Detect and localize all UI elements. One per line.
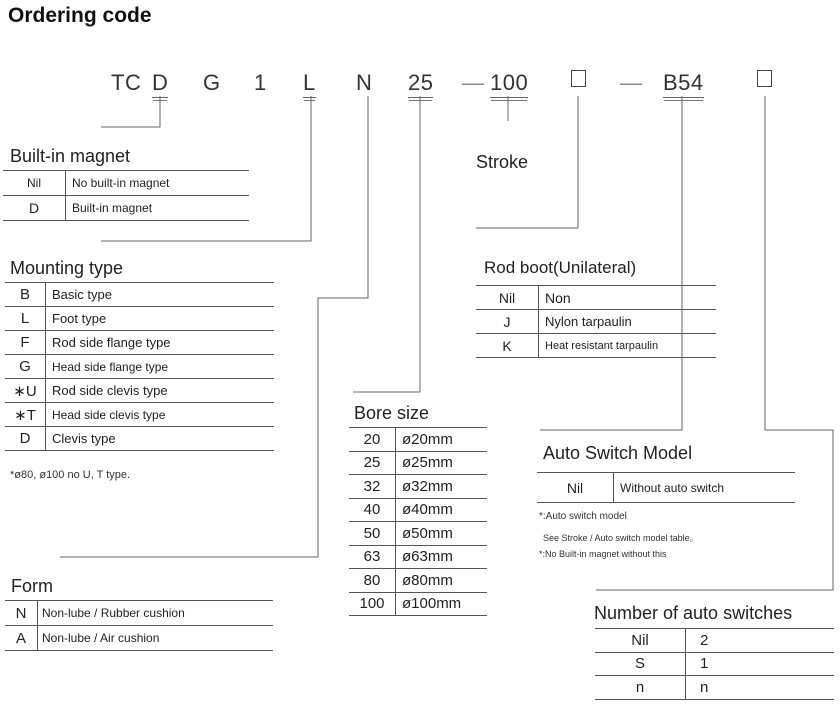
mounting-table (5, 282, 274, 451)
mounting-note: *ø80, ø100 no U, T type. (10, 469, 131, 481)
leader-rodboot (476, 96, 578, 228)
rodboot-desc: Heat resistant tarpaulin (539, 334, 717, 358)
rodboot-table (476, 285, 716, 358)
switch-note-2: See Stroke / Auto switch model table。 (543, 533, 699, 543)
bore-key: 40 (349, 498, 396, 522)
mounting-key: B (5, 283, 46, 307)
table-row (476, 286, 716, 310)
magnet-key: Nil (3, 171, 66, 196)
count-key: Nil (595, 629, 686, 653)
magnet-table (3, 170, 249, 221)
code-stroke: 100 (490, 70, 528, 98)
form-key: N (5, 601, 38, 626)
code-fixed: 1 (254, 70, 267, 95)
table-row (5, 283, 274, 307)
table-row (5, 355, 274, 379)
bore-desc: ø32mm (396, 475, 488, 499)
switch-key: Nil (537, 473, 614, 503)
page-title: Ordering code (8, 4, 152, 27)
bore-desc: ø25mm (396, 451, 488, 475)
code-mounting: L (303, 70, 316, 98)
mounting-desc: Clevis type (46, 427, 275, 451)
bore-desc: ø40mm (396, 498, 488, 522)
table-row (3, 196, 249, 221)
bore-key: 100 (349, 592, 396, 616)
switch-section-title: Auto Switch Model (543, 443, 693, 463)
count-key: S (595, 652, 686, 676)
switch-note-1: *:Auto switch model (539, 511, 627, 522)
mounting-desc: Rod side clevis type (46, 379, 275, 403)
rodboot-desc: Nylon tarpaulin (539, 310, 717, 334)
mounting-desc: Rod side flange type (46, 331, 275, 355)
count-key: n (595, 676, 686, 700)
table-row (349, 545, 487, 569)
rodboot-key: K (476, 334, 539, 358)
bore-table (349, 427, 487, 616)
code-dash-1: — (462, 70, 484, 95)
table-row (349, 428, 487, 452)
form-key: A (5, 626, 38, 651)
form-table (5, 600, 273, 651)
mounting-desc: Head side clevis type (46, 403, 275, 427)
mounting-key: D (5, 427, 46, 451)
mounting-key: ∗T (5, 403, 46, 427)
table-row (5, 307, 274, 331)
bore-desc: ø80mm (396, 569, 488, 593)
table-row (5, 331, 274, 355)
code-dash-2: — (620, 70, 642, 95)
mounting-desc: Head side flange type (46, 355, 275, 379)
bore-desc: ø20mm (396, 428, 488, 452)
form-section-title: Form (11, 576, 53, 596)
table-row (3, 171, 249, 196)
table-row (595, 652, 834, 676)
code-form-letter: G (203, 70, 221, 95)
magnet-section-title: Built-in magnet (10, 146, 131, 166)
rodboot-key: Nil (476, 286, 539, 310)
mounting-key: L (5, 307, 46, 331)
bore-section-title: Bore size (354, 403, 430, 423)
bore-desc: ø50mm (396, 522, 488, 546)
table-row (349, 569, 487, 593)
table-row (476, 310, 716, 334)
mounting-key: F (5, 331, 46, 355)
count-section-title: Number of auto switches (594, 603, 793, 623)
table-row (5, 379, 274, 403)
magnet-desc: No built-in magnet (66, 171, 250, 196)
table-row (595, 676, 834, 700)
bore-key: 32 (349, 475, 396, 499)
table-row (537, 473, 795, 503)
bore-key: 80 (349, 569, 396, 593)
rodboot-desc: Non (539, 286, 717, 310)
count-desc: n (686, 676, 835, 700)
mounting-section-title: Mounting type (10, 258, 124, 278)
leader-magnet (101, 96, 160, 127)
bore-desc: ø100mm (396, 592, 488, 616)
mounting-desc: Foot type (46, 307, 275, 331)
mounting-desc: Basic type (46, 283, 275, 307)
code-bore: 25 (408, 70, 433, 98)
bore-key: 50 (349, 522, 396, 546)
table-row (476, 334, 716, 358)
switch-note-3: *:No Built-in magnet without this (539, 549, 667, 559)
rodboot-key: J (476, 310, 539, 334)
table-row (595, 629, 834, 653)
mounting-key: ∗U (5, 379, 46, 403)
stroke-label: Stroke (476, 152, 529, 172)
code-switch-model: B54 (663, 70, 704, 98)
table-row (5, 427, 274, 451)
bore-desc: ø63mm (396, 545, 488, 569)
form-desc: Non-lube / Rubber cushion (38, 601, 274, 626)
rodboot-section-title: Rod boot(Unilateral) (484, 258, 637, 277)
table-row (5, 626, 273, 651)
switch-table (537, 472, 795, 503)
magnet-key: D (3, 196, 66, 221)
code-magnet: D (152, 70, 168, 98)
table-row (349, 475, 487, 499)
bore-key: 20 (349, 428, 396, 452)
count-table (595, 628, 834, 700)
form-desc: Non-lube / Air cushion (38, 626, 274, 651)
bore-key: 25 (349, 451, 396, 475)
table-row (5, 601, 273, 626)
code-prefix: TC (111, 70, 142, 95)
code-form: N (356, 70, 373, 95)
table-row (349, 592, 487, 616)
switch-desc: Without auto switch (614, 473, 796, 503)
leader-bore (353, 96, 420, 392)
bore-key: 63 (349, 545, 396, 569)
magnet-desc: Built-in magnet (66, 196, 250, 221)
table-row (349, 522, 487, 546)
table-row (349, 498, 487, 522)
table-row (349, 451, 487, 475)
table-row (5, 403, 274, 427)
count-desc: 1 (686, 652, 835, 676)
mounting-key: G (5, 355, 46, 379)
count-desc: 2 (686, 629, 835, 653)
